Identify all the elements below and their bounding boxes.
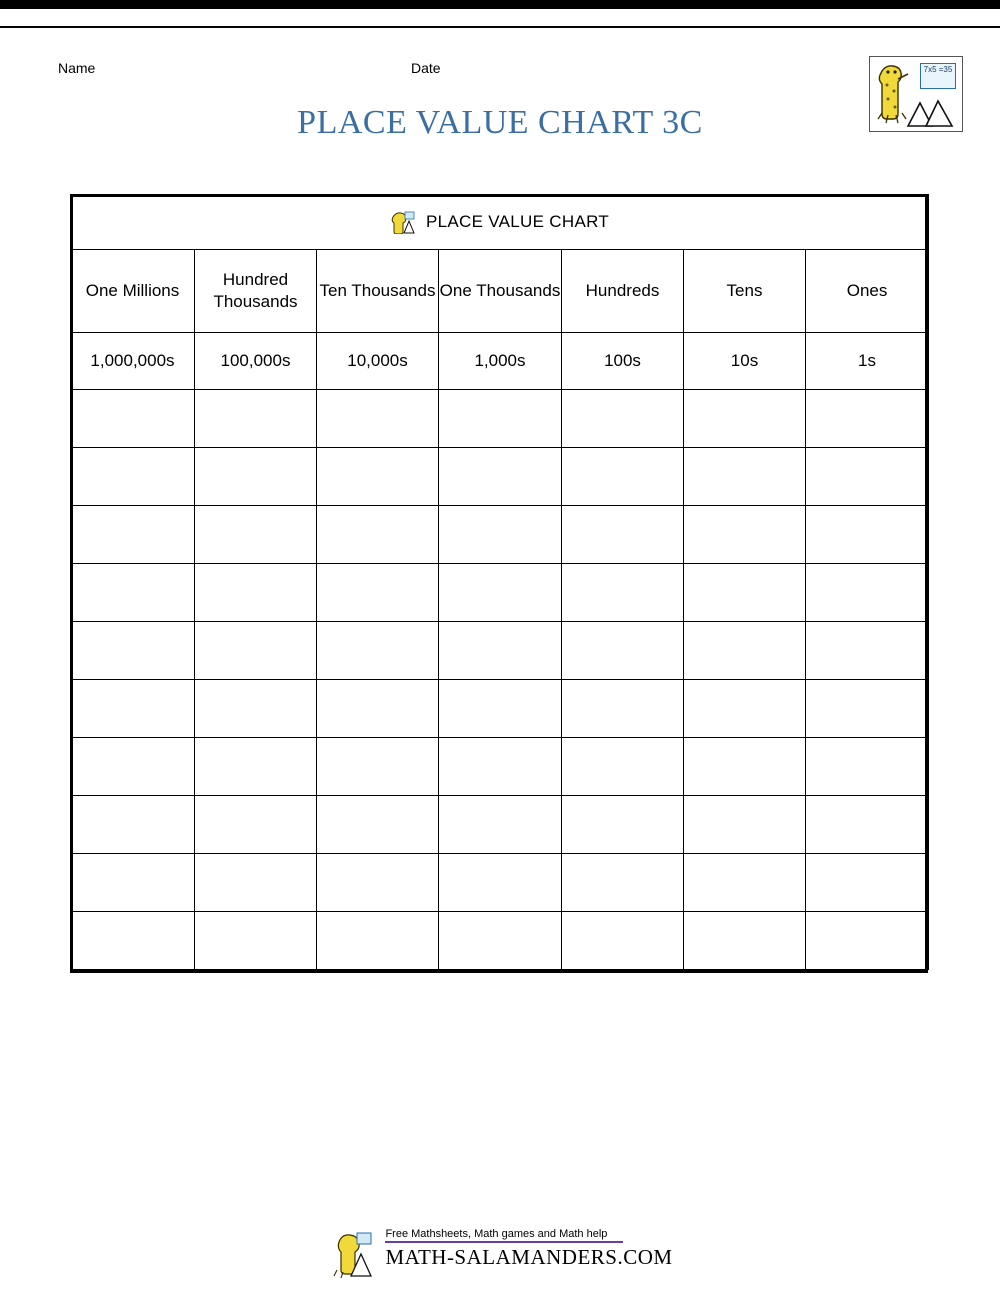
blank-cell[interactable] — [562, 448, 684, 506]
blank-cell[interactable] — [439, 564, 562, 622]
blank-cell[interactable] — [439, 738, 562, 796]
blank-cell[interactable] — [562, 738, 684, 796]
blank-cell[interactable] — [806, 390, 929, 448]
blank-cell[interactable] — [806, 854, 929, 912]
top-rule-thin — [0, 26, 1000, 28]
footer-divider — [385, 1241, 623, 1243]
blank-cell[interactable] — [806, 448, 929, 506]
blank-cell[interactable] — [806, 506, 929, 564]
place-value-chart — [70, 194, 928, 970]
blank-cell[interactable] — [317, 854, 439, 912]
blank-cell[interactable] — [806, 564, 929, 622]
footer-site-name: MATH-SALAMANDERS.COM — [385, 1245, 673, 1269]
blank-cell[interactable] — [562, 564, 684, 622]
blank-cell[interactable] — [71, 796, 195, 854]
blank-cell[interactable] — [684, 854, 806, 912]
blank-cell[interactable] — [71, 854, 195, 912]
blank-cell[interactable] — [562, 854, 684, 912]
column-value-one-thousands: 1,000s — [439, 333, 562, 390]
blank-cell[interactable] — [317, 680, 439, 738]
chart-title-cell — [71, 195, 929, 250]
blank-cell[interactable] — [195, 622, 317, 680]
blank-cell[interactable] — [195, 854, 317, 912]
table-row — [71, 912, 929, 970]
column-heading-tens: Tens — [684, 250, 806, 333]
page-title: PLACE VALUE CHART 3C — [297, 104, 703, 141]
blank-cell[interactable] — [71, 912, 195, 970]
place-value-table — [70, 194, 929, 970]
blank-cell[interactable] — [562, 622, 684, 680]
blank-cell[interactable] — [684, 448, 806, 506]
blank-cell[interactable] — [71, 564, 195, 622]
blank-cell[interactable] — [684, 796, 806, 854]
table-row — [71, 448, 929, 506]
blank-cell[interactable] — [684, 912, 806, 970]
blank-cell[interactable] — [439, 390, 562, 448]
column-value-hundred-thousands: 100,000s — [195, 333, 317, 390]
table-row — [71, 854, 929, 912]
blank-cell[interactable] — [562, 680, 684, 738]
blank-cell[interactable] — [439, 912, 562, 970]
column-heading-one-thousands: One Thousands — [439, 250, 562, 333]
table-row — [71, 622, 929, 680]
table-row — [71, 796, 929, 854]
blank-cell[interactable] — [71, 506, 195, 564]
blank-cell[interactable] — [195, 680, 317, 738]
blank-cell[interactable] — [195, 506, 317, 564]
blank-cell[interactable] — [806, 912, 929, 970]
blank-cell[interactable] — [195, 448, 317, 506]
name-label: Name — [58, 60, 96, 76]
blank-cell[interactable] — [684, 738, 806, 796]
blank-cell[interactable] — [195, 564, 317, 622]
footer — [0, 1228, 1000, 1270]
blank-cell[interactable] — [562, 912, 684, 970]
date-label: Date — [411, 60, 441, 76]
blank-cell[interactable] — [317, 622, 439, 680]
blank-cell[interactable] — [71, 390, 195, 448]
table-title-row — [71, 195, 929, 250]
table-heading-row — [71, 250, 929, 333]
blank-cell[interactable] — [806, 680, 929, 738]
blank-cell[interactable] — [562, 390, 684, 448]
blank-cell[interactable] — [439, 854, 562, 912]
mountain-logo-icon — [906, 97, 954, 127]
blank-cell[interactable] — [806, 796, 929, 854]
blank-cell[interactable] — [317, 564, 439, 622]
blank-cell[interactable] — [317, 506, 439, 564]
blank-cell[interactable] — [317, 448, 439, 506]
logo-box — [869, 56, 963, 132]
blank-cell[interactable] — [195, 390, 317, 448]
column-value-ten-thousands: 10,000s — [317, 333, 439, 390]
table-row — [71, 390, 929, 448]
column-value-ones: 1s — [806, 333, 929, 390]
table-row — [71, 680, 929, 738]
blank-cell[interactable] — [684, 622, 806, 680]
blank-cell[interactable] — [562, 796, 684, 854]
column-heading-ten-thousands: Ten Thousands — [317, 250, 439, 333]
table-row — [71, 564, 929, 622]
blank-cell[interactable] — [439, 622, 562, 680]
blank-cell[interactable] — [195, 796, 317, 854]
column-heading-ones: Ones — [806, 250, 929, 333]
column-heading-hundreds: Hundreds — [562, 250, 684, 333]
table-value-row — [71, 333, 929, 390]
salamander-icon — [876, 63, 910, 125]
column-value-hundreds: 100s — [562, 333, 684, 390]
blank-cell[interactable] — [71, 622, 195, 680]
table-row — [71, 506, 929, 564]
top-rule-thick — [0, 0, 1000, 9]
column-value-tens: 10s — [684, 333, 806, 390]
blank-cell[interactable] — [71, 738, 195, 796]
blank-cell[interactable] — [71, 680, 195, 738]
chart-title-text: PLACE VALUE CHART — [426, 212, 610, 231]
blank-cell[interactable] — [195, 738, 317, 796]
mini-salamander-icon — [390, 210, 416, 234]
blank-cell[interactable] — [195, 912, 317, 970]
blank-cell[interactable] — [71, 448, 195, 506]
blank-cell[interactable] — [317, 796, 439, 854]
blank-cell[interactable] — [806, 738, 929, 796]
column-heading-hundred-thousands: Hundred Thousands — [195, 250, 317, 333]
footer-salamander-icon — [333, 1230, 379, 1278]
blank-cell[interactable] — [317, 738, 439, 796]
chalkboard-label: 7x5 =35 — [920, 63, 956, 89]
blank-cell[interactable] — [684, 564, 806, 622]
blank-cell[interactable] — [439, 796, 562, 854]
table-row — [71, 738, 929, 796]
blank-cell[interactable] — [684, 390, 806, 448]
footer-tagline: Free Mathsheets, Math games and Math help — [385, 1228, 608, 1240]
blank-cell[interactable] — [684, 680, 806, 738]
blank-cell[interactable] — [317, 390, 439, 448]
blank-cell[interactable] — [439, 506, 562, 564]
blank-cell[interactable] — [439, 448, 562, 506]
blank-cell[interactable] — [317, 912, 439, 970]
column-heading-one-millions: One Millions — [71, 250, 195, 333]
column-value-one-millions: 1,000,000s — [71, 333, 195, 390]
blank-cell[interactable] — [684, 506, 806, 564]
blank-cell[interactable] — [439, 680, 562, 738]
blank-cell[interactable] — [562, 506, 684, 564]
blank-cell[interactable] — [806, 622, 929, 680]
